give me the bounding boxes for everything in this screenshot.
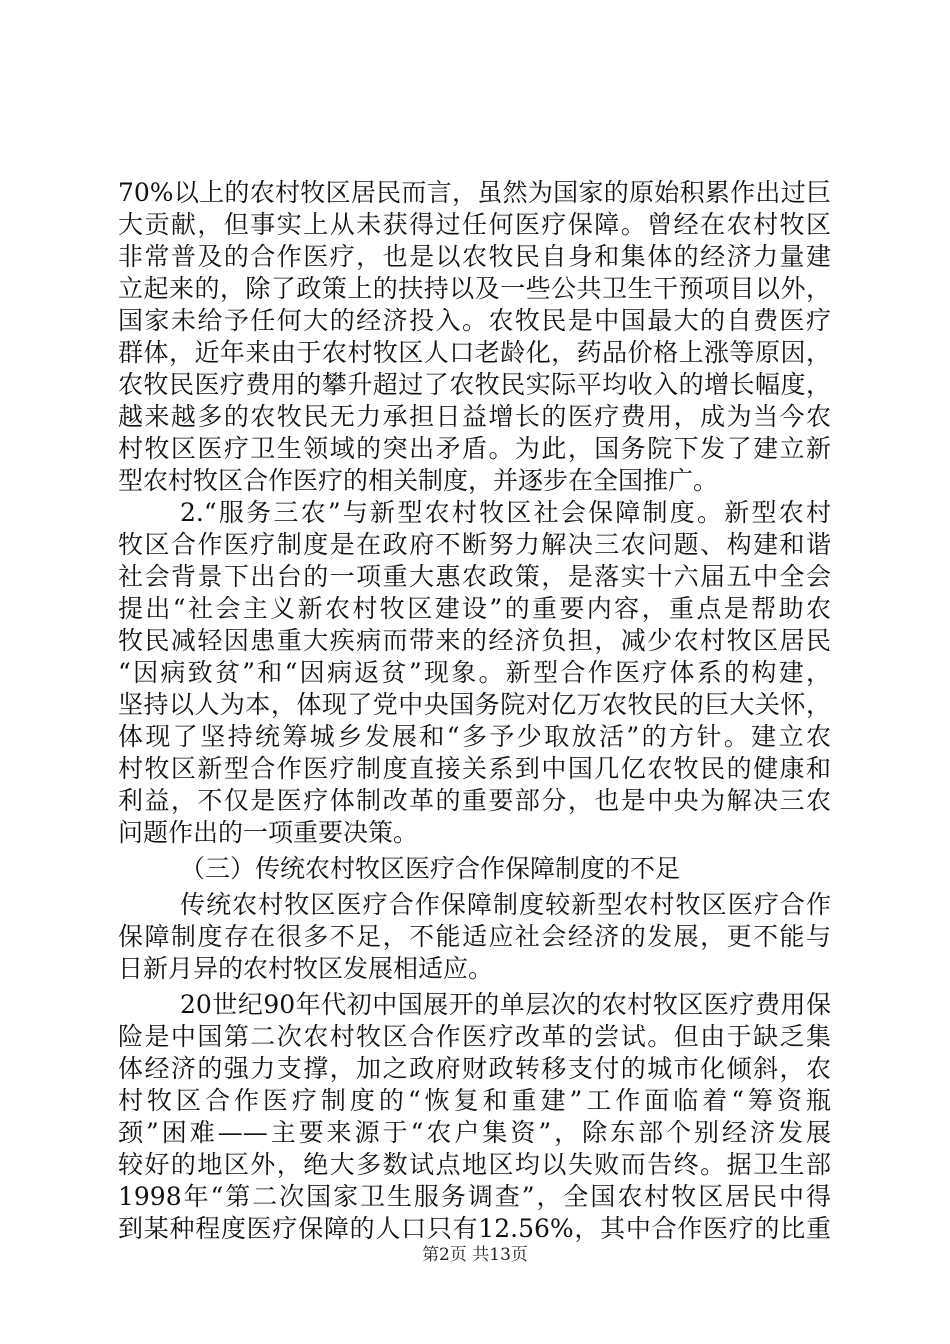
text-line: 越来越多的农牧民无力承担日益增长的医疗费用，成为当今农	[118, 402, 831, 431]
text-line: 到某种程度医疗保障的人口只有12.56%，其中合作医疗的比重	[118, 1214, 831, 1243]
text-line: “因病致贫”和“因病返贫”现象。新型合作医疗体系的构建，	[118, 658, 831, 687]
text-line: 传统农村牧区医疗合作保障制度较新型农村牧区医疗合作	[180, 890, 831, 919]
text-line: 70%以上的农村牧区居民而言，虽然为国家的原始积累作出过巨	[118, 178, 831, 207]
text-line: 险是中国第二次农村牧区合作医疗改革的尝试。但由于缺乏集	[118, 1022, 831, 1051]
text-line: 日新月异的农村牧区发展相适应。	[118, 954, 494, 983]
text-line: （三）传统农村牧区医疗合作保障制度的不足	[180, 854, 681, 883]
text-line: 国家未给予任何大的经济投入。农牧民是中国最大的自费医疗	[118, 306, 831, 335]
text-line: 体经济的强力支撑，加之政府财政转移支付的城市化倾斜，农	[118, 1054, 831, 1083]
text-line: 型农村牧区合作医疗的相关制度，并逐步在全国推广。	[118, 466, 719, 495]
text-line: 2.“服务三农”与新型农村牧区社会保障制度。新型农村	[180, 498, 831, 527]
text-line: 牧区合作医疗制度是在政府不断努力解决三农问题、构建和谐	[118, 530, 831, 559]
text-line: 问题作出的一项重要决策。	[118, 818, 419, 847]
text-line: 体现了坚持统筹城乡发展和“多予少取放活”的方针。建立农	[118, 722, 831, 751]
text-line: 社会背景下出台的一项重大惠农政策，是落实十六届五中全会	[118, 562, 831, 591]
text-line: 坚持以人为本，体现了党中央国务院对亿万农牧民的巨大关怀，	[118, 690, 831, 719]
text-line: 村牧区合作医疗制度的“恢复和重建”工作面临着“筹资瓶	[118, 1086, 831, 1115]
text-line: 村牧区新型合作医疗制度直接关系到中国几亿农牧民的健康和	[118, 754, 831, 783]
text-line: 20世纪90年代初中国展开的单层次的农村牧区医疗费用保	[180, 990, 831, 1019]
text-line: 保障制度存在很多不足，不能适应社会经济的发展，更不能与	[118, 922, 831, 951]
text-line: 村牧区医疗卫生领域的突出矛盾。为此，国务院下发了建立新	[118, 434, 831, 463]
text-line: 立起来的，除了政策上的扶持以及一些公共卫生干预项目以外，	[118, 274, 831, 303]
text-line: 颈”困难——主要来源于“农户集资”，除东部个别经济发展	[118, 1118, 831, 1147]
text-line: 较好的地区外，绝大多数试点地区均以失败而告终。据卫生部	[118, 1150, 831, 1179]
text-line: 农牧民医疗费用的攀升超过了农牧民实际平均收入的增长幅度，	[118, 370, 831, 399]
text-line: 提出“社会主义新农村牧区建设”的重要内容，重点是帮助农	[118, 594, 831, 623]
text-line: 1998年“第二次国家卫生服务调查”，全国农村牧区居民中得	[118, 1182, 831, 1211]
text-line: 非常普及的合作医疗，也是以农牧民自身和集体的经济力量建	[118, 242, 831, 271]
text-line: 群体，近年来由于农村牧区人口老龄化，药品价格上涨等原因，	[118, 338, 831, 367]
page-footer: 第2页 共13页	[422, 1245, 528, 1265]
text-line: 利益，不仅是医疗体制改革的重要部分，也是中央为解决三农	[118, 786, 831, 815]
text-line: 大贡献，但事实上从未获得过任何医疗保障。曾经在农村牧区	[118, 210, 831, 239]
text-line: 牧民减轻因患重大疾病而带来的经济负担，减少农村牧区居民	[118, 626, 831, 655]
